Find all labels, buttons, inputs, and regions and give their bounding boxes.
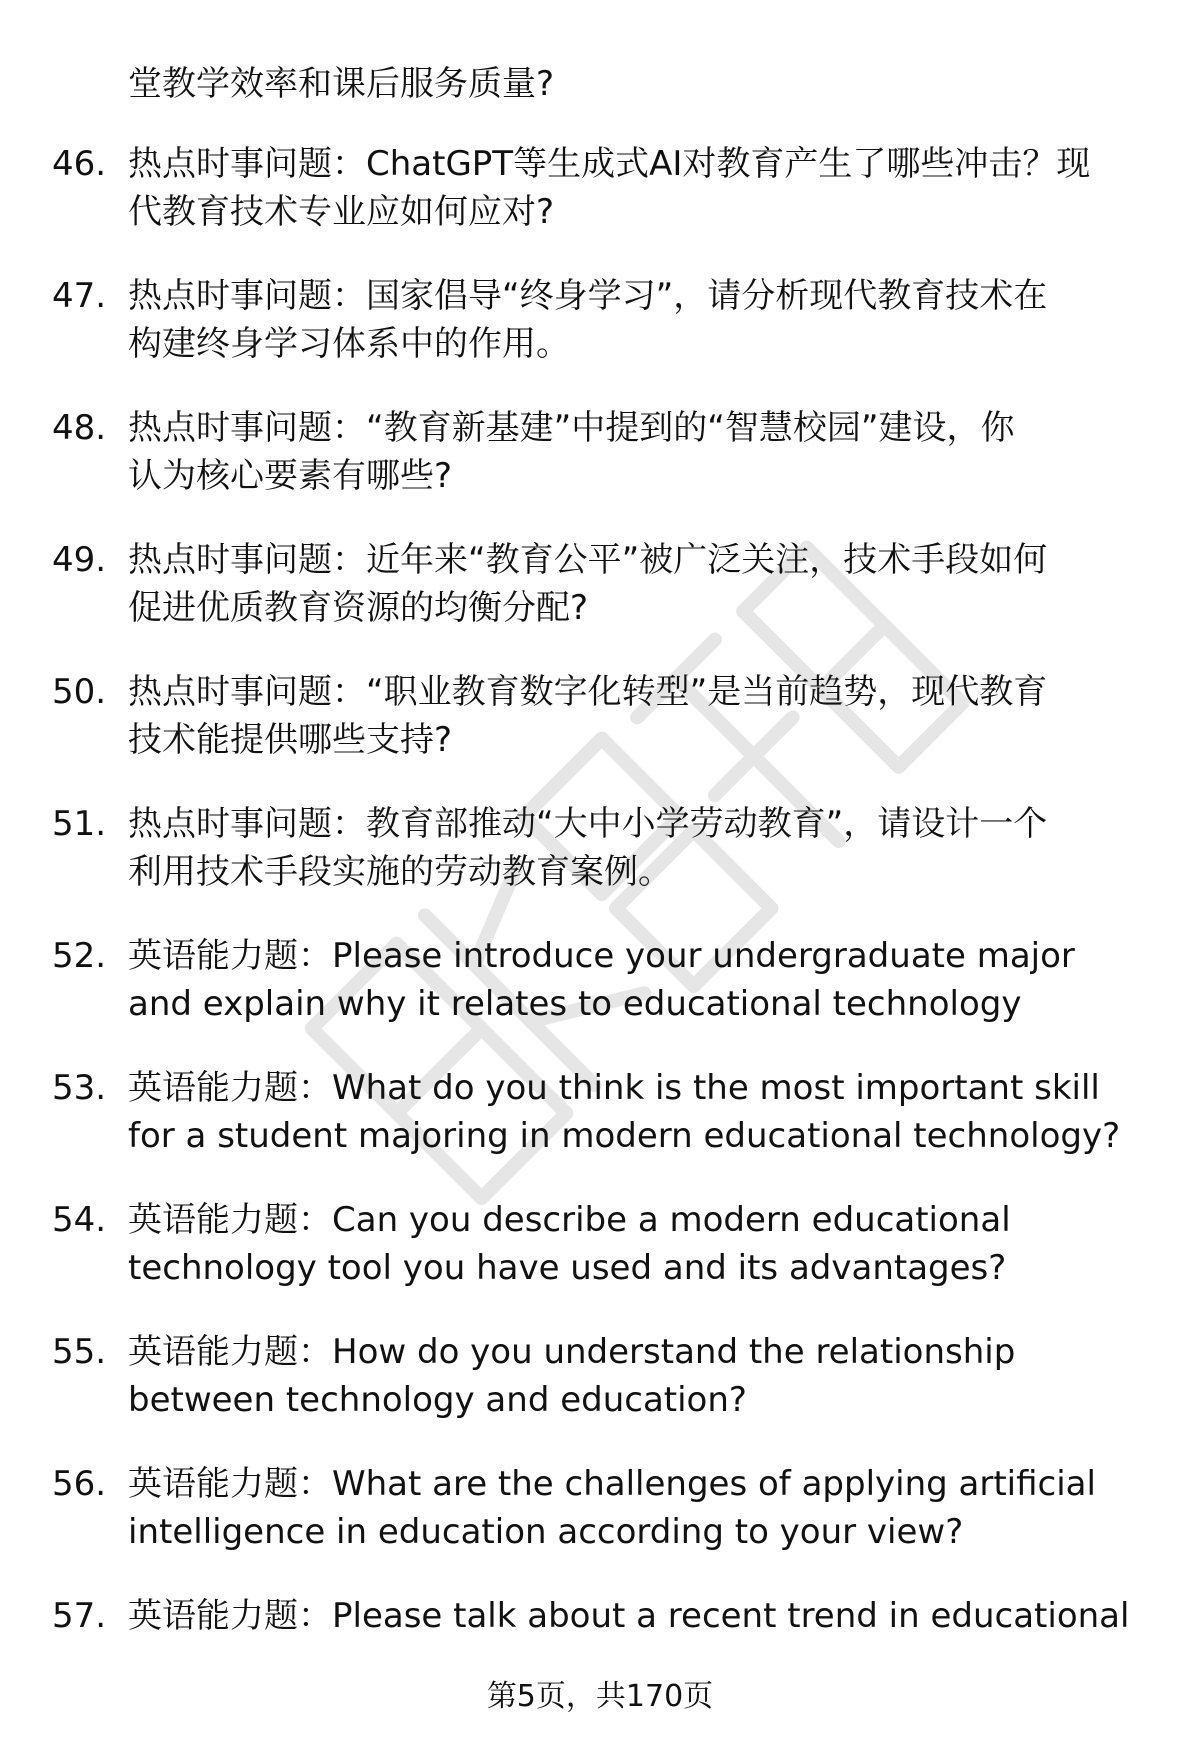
question-item — [0, 668, 1200, 800]
question-text-line: 技术能提供哪些支持? — [128, 720, 453, 760]
question-item — [0, 404, 1200, 536]
question-number: 48. — [52, 408, 107, 448]
question-text — [128, 272, 1148, 368]
question-list — [0, 140, 1200, 1724]
question-text-line: 英语能力题：What do you think is the most important skill — [128, 1068, 1100, 1108]
continuation-line: 堂教学效率和课后服务质量? — [128, 64, 555, 104]
question-text-line: for a student majoring in modern educational technology? — [128, 1116, 1121, 1156]
question-text-line: 构建终身学习体系中的作用。 — [128, 324, 570, 364]
question-item — [0, 140, 1200, 272]
page-footer: 第5页，共170页 — [486, 1679, 714, 1714]
question-item — [0, 536, 1200, 668]
question-text — [128, 1064, 1148, 1160]
question-text — [128, 1592, 1148, 1640]
question-number: 46. — [52, 144, 107, 184]
question-text-line: 英语能力题：What are the challenges of applying artificial — [128, 1464, 1096, 1504]
question-item — [0, 272, 1200, 404]
question-text-line: 热点时事问题：ChatGPT等生成式AI对教育产生了哪些冲击？现 — [128, 144, 1091, 184]
question-text — [128, 668, 1148, 764]
question-item — [0, 800, 1200, 932]
question-item — [0, 1460, 1200, 1592]
question-text — [128, 932, 1148, 1028]
question-text-line: 代教育技术专业应如何应对? — [128, 192, 555, 232]
question-text — [128, 536, 1148, 632]
question-text-line: 促进优质教育资源的均衡分配? — [128, 588, 589, 628]
question-text-line: 热点时事问题：国家倡导“终身学习”，请分析现代教育技术在 — [128, 276, 1048, 316]
question-text-line: 英语能力题：Can you describe a modern educational — [128, 1200, 1011, 1240]
question-text-line: 热点时事问题：教育部推动“大中小学劳动教育”，请设计一个 — [128, 804, 1048, 844]
question-text — [128, 404, 1148, 500]
question-text-line: 热点时事问题：“职业教育数字化转型”是当前趋势，现代教育 — [128, 672, 1048, 712]
question-text — [128, 1196, 1148, 1292]
question-number: 51. — [52, 804, 107, 844]
question-number: 55. — [52, 1332, 107, 1372]
question-text-line: 利用技术手段实施的劳动教育案例。 — [128, 852, 672, 892]
question-number: 49. — [52, 540, 107, 580]
question-number: 53. — [52, 1068, 107, 1108]
question-text-line: 英语能力题：Please talk about a recent trend in educational — [128, 1596, 1130, 1636]
question-number: 47. — [52, 276, 107, 316]
question-text-line: technology tool you have used and its advantages? — [128, 1248, 1007, 1288]
question-text-line: 英语能力题：Please introduce your undergraduate major — [128, 936, 1075, 976]
question-text-line: 热点时事问题：近年来“教育公平”被广泛关注，技术手段如何 — [128, 540, 1048, 580]
question-text — [128, 1328, 1148, 1424]
question-number: 57. — [52, 1596, 107, 1636]
question-number: 54. — [52, 1200, 107, 1240]
question-text-line: and explain why it relates to educational technology — [128, 984, 1022, 1024]
question-item — [0, 1196, 1200, 1328]
question-item — [0, 1064, 1200, 1196]
question-text — [128, 800, 1148, 896]
question-text-line: intelligence in education according to your view? — [128, 1512, 964, 1552]
question-item — [0, 1328, 1200, 1460]
question-number: 50. — [52, 672, 107, 712]
question-text-line: 热点时事问题：“教育新基建”中提到的“智慧校园”建设，你 — [128, 408, 1015, 448]
question-number: 52. — [52, 936, 107, 976]
question-text-line: 认为核心要素有哪些? — [128, 456, 453, 496]
question-item — [0, 932, 1200, 1064]
question-text — [128, 140, 1148, 236]
question-text-line: between technology and education? — [128, 1380, 747, 1420]
question-number: 56. — [52, 1464, 107, 1504]
question-text — [128, 1460, 1148, 1556]
question-text-line: 英语能力题：How do you understand the relationship — [128, 1332, 1016, 1372]
